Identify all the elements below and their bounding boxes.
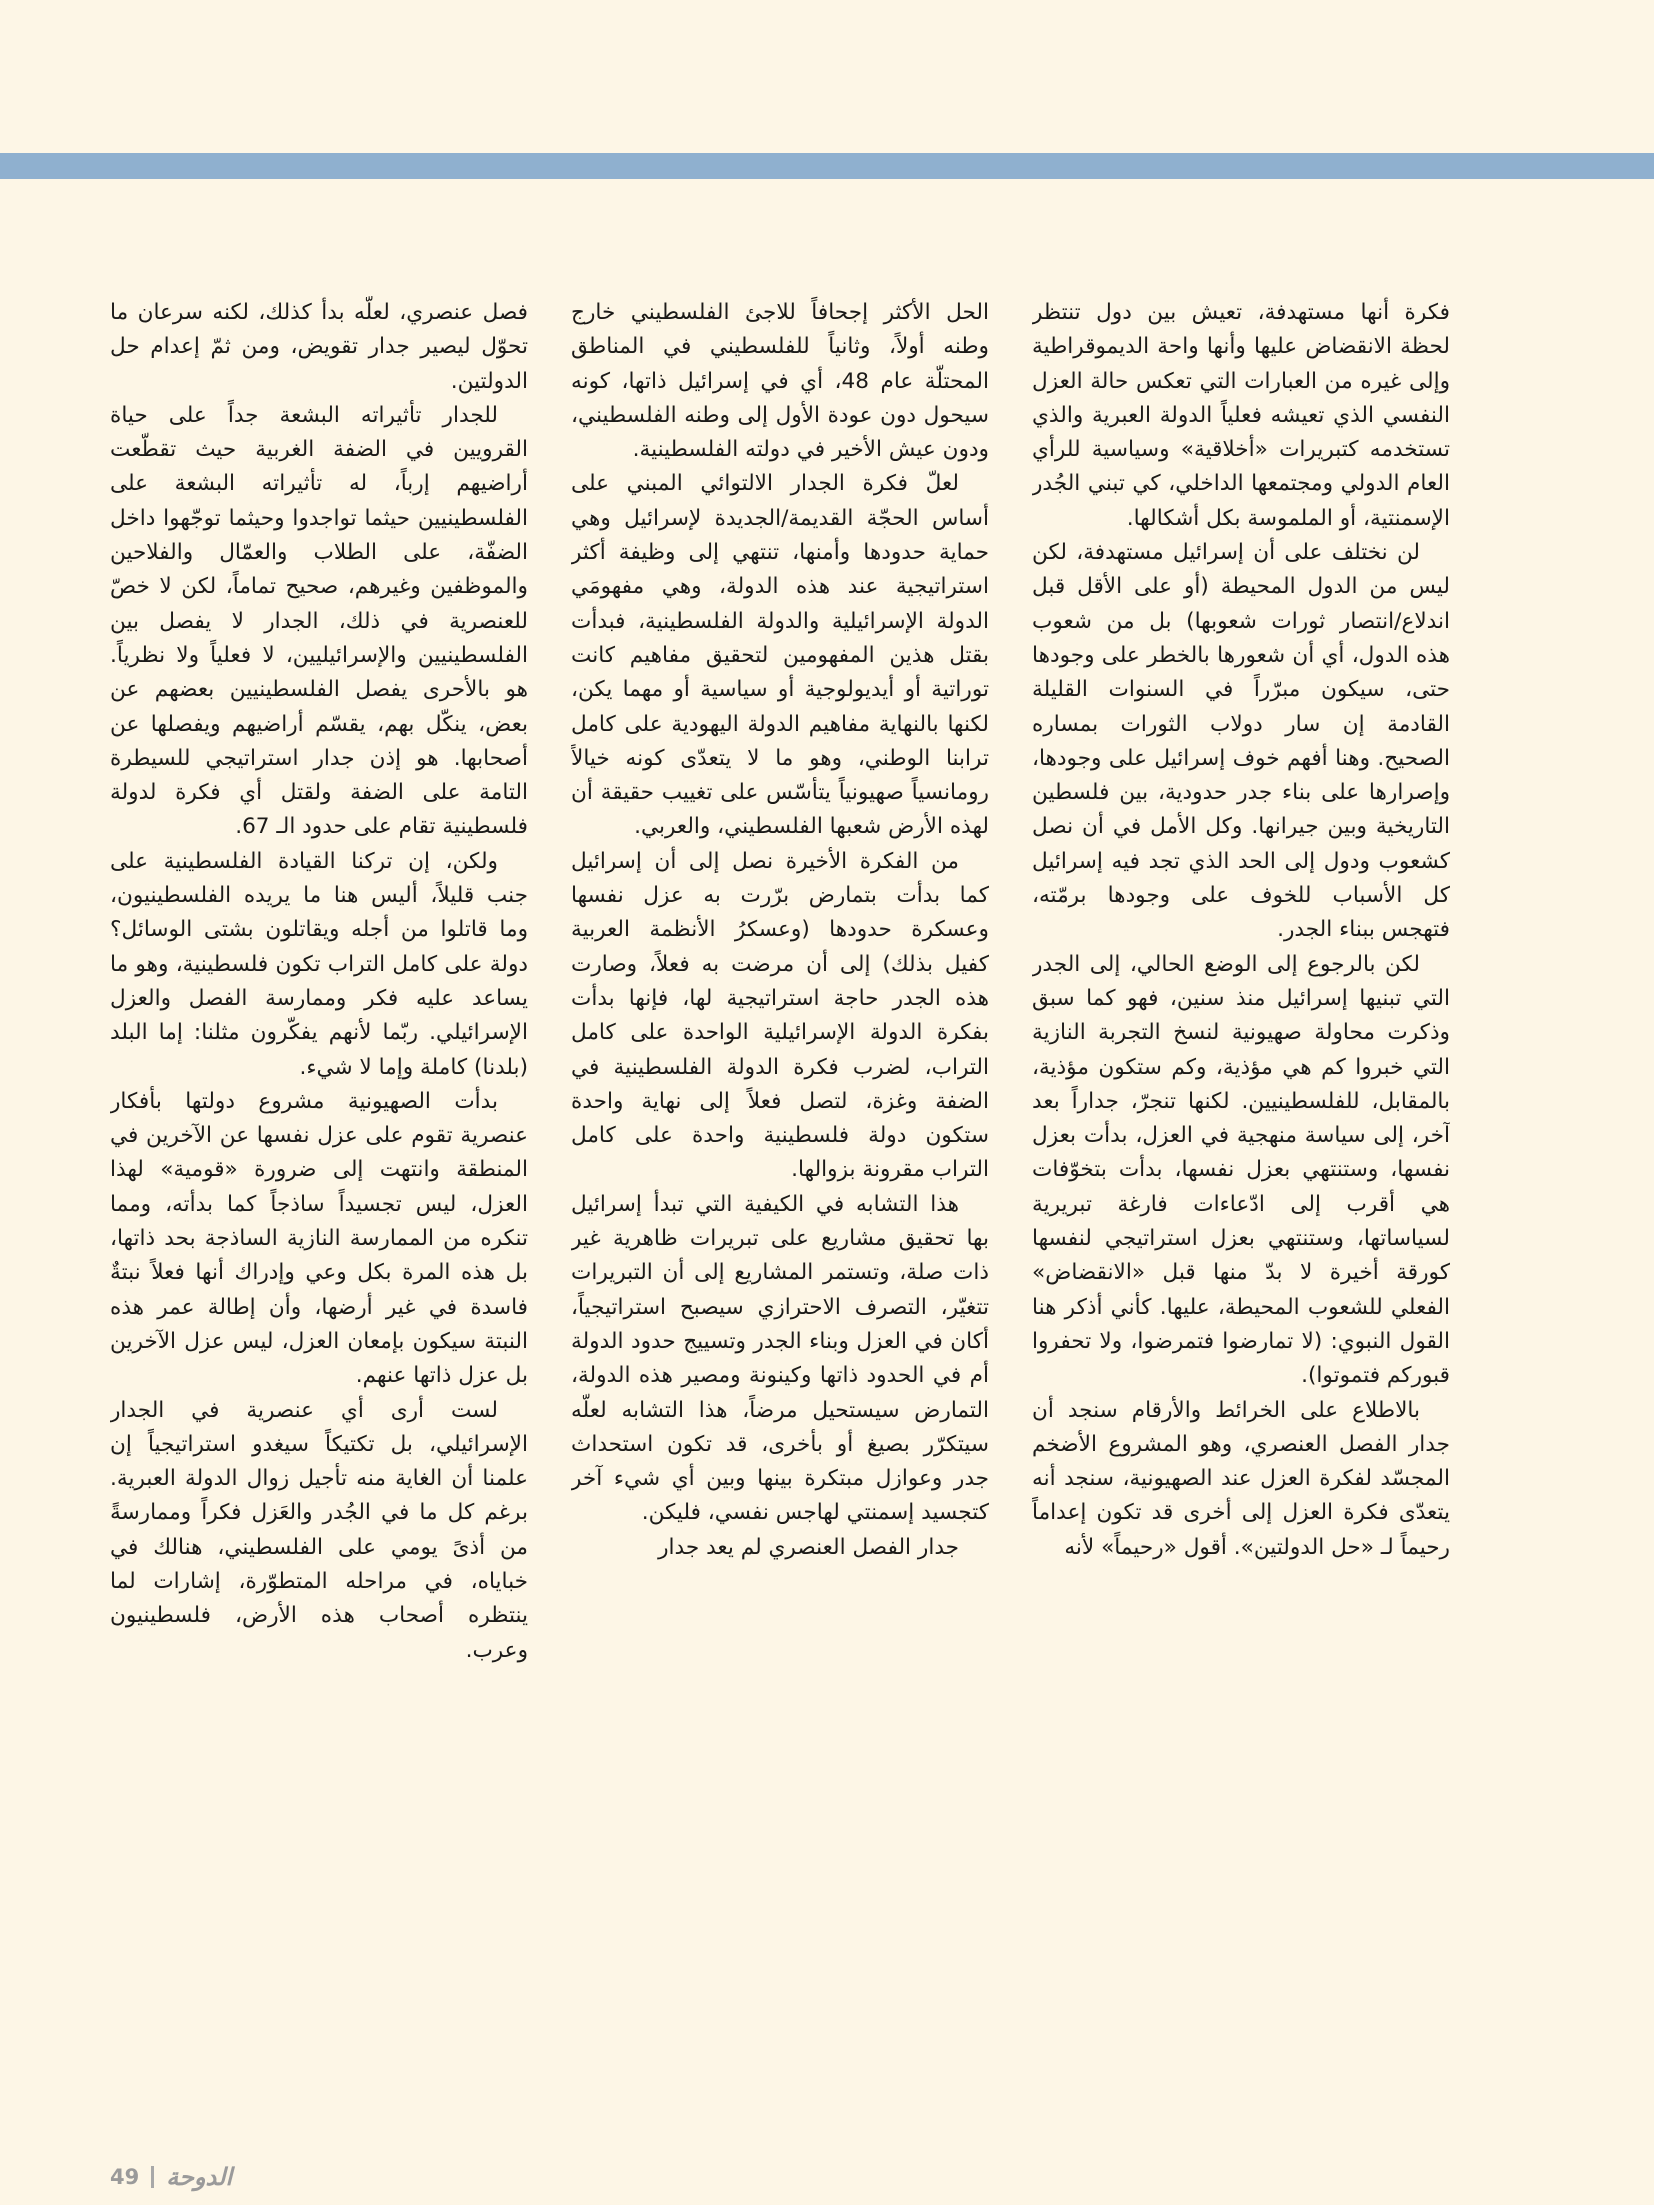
paragraph: بدأت الصهيونية مشروع دولتها بأفكار عنصرية تقوم على عزل نفسها عن الآخرين في المنطقة وانتهت إلى ضرورة «قومية» لهذا العزل، ليس تجسيداً ساذجاً كما بدأته، ومما تنكره من الممارسة النازية الساذجة بحد ذاتها، بل هذه المرة بكل وعي وإدراك أنها فعلاً نبتةٌ فاسدة في غير أرضها، وأن إطالة عمر هذه النبتة سيكون بإمعان العزل، ليس عزل الآخرين بل عزل ذاتها عنهم.: [110, 1088, 528, 1389]
paragraph: لعلّ فكرة الجدار الالتوائي المبني على أساس الحجّة القديمة/الجديدة لإسرائيل وهي حماية حدودها وأمنها، تنتهي إلى وظيفة أكثر استراتيجية عند هذه الدولة، وهي مفهومَي الدولة الإسرائيلية والدولة الفلسطينية، فبدأت بقتل هذين المفهومين لتحقيق مفاهيم كانت توراتية أو أيديولوجية أو سياسية أو مهما يكن، لكنها بالنهاية مفاهيم الدولة اليهودية على كامل ترابنا الوطني، وهو ما لا يتعدّى كونه خيالاً رومانسياً صهيونياً يتأسّس على تغييب حقيقة أن لهذه الأرض شعبها الفلسطيني، والعربي.: [571, 471, 989, 840]
paragraph: من الفكرة الأخيرة نصل إلى أن إسرائيل كما بدأت بتمارض برّرت به عزل نفسها وعسكرة حدودها (وعسكرُ الأنظمة العربية كفيل بذلك) إلى أن مرضت به فعلاً، وصارت هذه الجدر حاجة استراتيجية لها، فإنها بدأت بفكرة الدولة الإسرائيلية الواحدة على كامل التراب، لضرب فكرة الدولة الفلسطينية في الضفة وغزة، لتصل فعلاً إلى نهاية واحدة ستكون دولة فلسطينية واحدة على كامل التراب مقرونة بزوالها.: [571, 848, 989, 1183]
text-column-middle: [571, 296, 989, 2096]
footer-divider: [151, 2166, 154, 2188]
paragraph: ولكن، إن تركنا القيادة الفلسطينية على جنب قليلاً، أليس هنا ما يريده الفلسطينيون، وما قاتلوا من أجله ويقاتلون بشتى الوسائل؟ دولة على كامل التراب تكون فلسطينية، وهو ما يساعد عليه فكر وممارسة الفصل والعزل الإسرائيلي. ربّما لأنهم يفكّرون مثلنا: إما البلد (بلدنا) كاملة وإما لا شيء.: [110, 848, 528, 1080]
paragraph: الحل الأكثر إجحافاً للاجئ الفلسطيني خارج وطنه أولاً، وثانياً للفلسطيني في المناطق المحتلّة عام 48، أي في إسرائيل ذاتها، كونه سيحول دون عودة الأول إلى وطنه الفلسطيني، ودون عيش الأخير في دولته الفلسطينية.: [571, 300, 989, 463]
paragraph: بالاطلاع على الخرائط والأرقام سنجد أن جدار الفصل العنصري، وهو المشروع الأضخم المجسّد لفكرة العزل عند الصهيونية، سنجد أنه يتعدّى فكرة العزل إلى أخرى قد تكون إعداماً رحيماً لـ «حل الدولتين». أقول «رحيماً» لأنه: [1032, 1397, 1450, 1560]
magazine-logo: الدوحة: [166, 2163, 233, 2191]
page-footer: [110, 2163, 232, 2191]
text-column-right: [1032, 296, 1450, 2096]
page-number: 49: [110, 2165, 140, 2189]
text-column-left: [110, 296, 528, 2096]
paragraph: فصل عنصري، لعلّه بدأ كذلك، لكنه سرعان ما تحوّل ليصير جدار تقويض، ومن ثمّ إعدام حل الدولتين.: [110, 300, 528, 394]
top-decorative-band: [0, 153, 1654, 179]
paragraph: لن نختلف على أن إسرائيل مستهدفة، لكن ليس من الدول المحيطة (أو على الأقل قبل اندلاع/انتصار ثورات شعوبها) بل من شعوب هذه الدول، أي أن شعورها بالخطر على وجودها حتى، سيكون مبرّراً في السنوات القليلة القادمة إن سار دولاب الثورات بمساره الصحيح. وهنا أفهم خوف إسرائيل على وجودها، وإصرارها على بناء جدر حدودية، بين فلسطين التاريخية وبين جيرانها. وكل الأمل في أن نصل كشعوب ودول إلى الحد الذي تجد فيه إسرائيل كل الأسباب للخوف على وجودها برمّته، فتهجس ببناء الجدر.: [1032, 540, 1450, 943]
paragraph: هذا التشابه في الكيفية التي تبدأ إسرائيل بها تحقيق مشاريع على تبريرات ظاهرية غير ذات صلة، وتستمر المشاريع إلى أن التبريرات تتغيّر، التصرف الاحترازي سيصبح استراتيجياً، أكان في العزل وبناء الجدر وتسييج حدود الدولة أم في الحدود ذاتها وكينونة ومصير هذه الدولة، التمارض سيستحيل مرضاً، هذا التشابه لعلّه سيتكرّر بصيغ أو بأخرى، قد تكون استحداث جدر وعوازل مبتكرة بينها وبين أي شيء آخر كتجسيد إسمنتي لهاجس نفسي، فليكن.: [571, 1191, 989, 1526]
paragraph: لست أرى أي عنصرية في الجدار الإسرائيلي، بل تكتيكاً سيغدو استراتيجياً إن علمنا أن الغاية منه تأجيل زوال الدولة العبرية. برغم كل ما في الجُدر والعَزل فكراً وممارسةً من أذىً يومي على الفلسطيني، هنالك في خباياه، في مراحله المتطوّرة، إشارات لما ينتظره أصحاب هذه الأرض، فلسطينيون وعرب.: [110, 1397, 528, 1663]
paragraph: لكن بالرجوع إلى الوضع الحالي، إلى الجدر التي تبنيها إسرائيل منذ سنين، فهو كما سبق وذكرت محاولة صهيونية لنسخ التجربة النازية التي خبروا كم هي مؤذية، وكم ستكون مؤذية، بالمقابل، للفلسطينيين. لكنها تنجرّ، جداراً بعد آخر، إلى سياسة منهجية في العزل، بدأت بعزل نفسها، وستنتهي بعزل نفسها، بدأت بتخوّفات هي أقرب إلى ادّعاءات فارغة تبريرية لسياساتها، وستنتهي بعزل استراتيجي لنفسها كورقة أخيرة لا بدّ منها قبل «الانقضاض» الفعلي للشعوب المحيطة، عليها. كأني أذكر هنا القول النبوي: (لا تمارضوا فتمرضوا، ولا تحفروا قبوركم فتموتوا).: [1032, 951, 1450, 1389]
paragraph: للجدار تأثيراته البشعة جداً على حياة القرويين في الضفة الغربية حيث تقطّعت أراضيهم إرباً، له تأثيراته البشعة على الفلسطينيين حيثما تواجدوا وحيثما توجّهوا داخل الضفّة، على الطلاب والعمّال والفلاحين والموظفين وغيرهم، صحيح تماماً، لكن لا خصّ للعنصرية في ذلك، الجدار لا يفصل بين الفلسطينيين والإسرائيليين، لا فعلياً ولا نظرياً. هو بالأحرى يفصل الفلسطينيين بعضهم عن بعض، ينكّل بهم، يقسّم أراضيهم ويفصلها عن أصحابها. هو إذن جدار استراتيجي للسيطرة التامة على الضفة ولقتل أي فكرة لدولة فلسطينية تقام على حدود الـ 67.: [110, 402, 528, 840]
paragraph: جدار الفصل العنصري لم يعد جدار: [658, 1534, 959, 1560]
paragraph: فكرة أنها مستهدفة، تعيش بين دول تنتظر لحظة الانقضاض عليها وأنها واحة الديموقراطية وإلى غيره من العبارات التي تعكس حالة العزل النفسي الذي تعيشه فعلياً الدولة العبرية والذي تستخدمه كتبريرات «أخلاقية» وسياسية للرأي العام الدولي ومجتمعها الداخلي، كي تبني الجُدر الإسمنتية، أو الملموسة بكل أشكالها.: [1032, 300, 1450, 531]
